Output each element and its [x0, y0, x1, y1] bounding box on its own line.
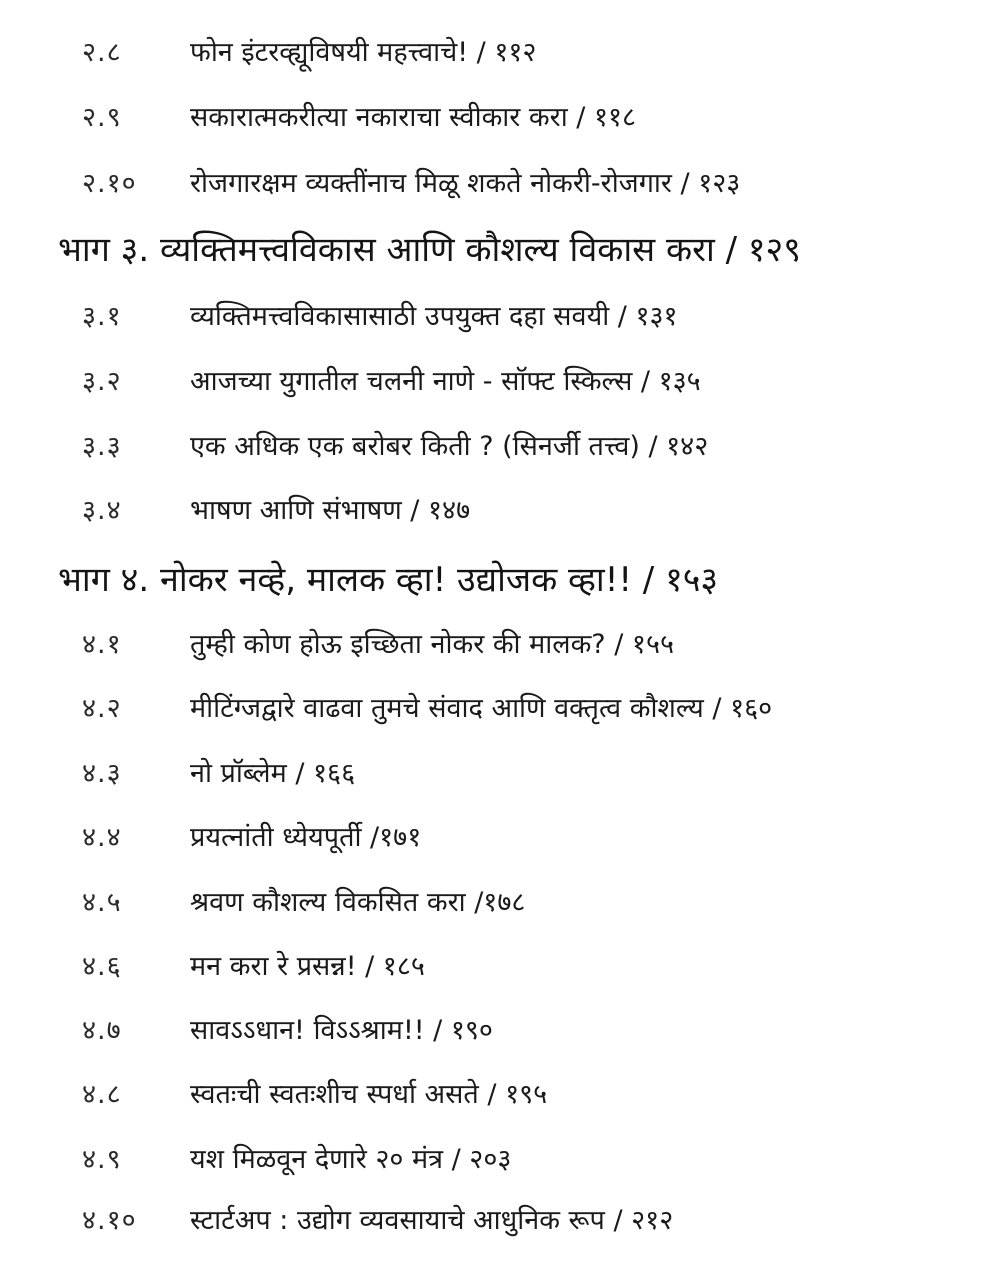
section-title: भाषण आणि संभाषण / १४७ [190, 495, 471, 526]
section-number: ४.४ [82, 822, 122, 853]
section-number: ४.९ [82, 1144, 122, 1175]
section-title: सकारात्मकरीत्या नकाराचा स्वीकार करा / ११८ [190, 102, 637, 133]
part-heading [0, 550, 1000, 610]
section-title: व्यक्तिमत्त्वविकासासाठी उपयुक्त दहा सवयी / १३१ [190, 301, 678, 332]
section-number: ४.७ [82, 1015, 122, 1046]
toc-entry [0, 1070, 1000, 1120]
section-number: ३.२ [82, 366, 122, 397]
toc-entry [0, 684, 1000, 734]
section-title: फोन इंटरव्ह्यूविषयी महत्त्वाचे! / ११२ [190, 37, 537, 68]
toc-entry [0, 357, 1000, 407]
section-title: आजच्या युगातील चलनी नाणे - सॉफ्ट स्किल्स / १३५ [190, 366, 701, 397]
part-heading-label: भाग ४. नोकर नव्हे, मालक व्हा! उद्योजक व्हा!! / १५३ [58, 560, 719, 600]
section-title: नो प्रॉब्लेम / १६६ [190, 758, 356, 789]
part-heading-label: भाग ३. व्यक्तिमत्त्वविकास आणि कौशल्य विकास करा / १२९ [58, 230, 801, 270]
toc-entry [0, 93, 1000, 143]
toc-entry [0, 1196, 1000, 1246]
toc-entry [0, 1135, 1000, 1185]
toc-entry [0, 1006, 1000, 1056]
toc-entry [0, 942, 1000, 992]
section-title: तुम्ही कोण होऊ इच्छिता नोकर की मालक? / १५५ [190, 629, 675, 660]
section-title: यश मिळवून देणारे २० मंत्र / २०३ [190, 1144, 512, 1175]
section-title: मीटिंग्जद्वारे वाढवा तुमचे संवाद आणि वक्तृत्व कौशल्य / १६० [190, 693, 773, 724]
toc-entry [0, 620, 1000, 670]
toc-entry [0, 813, 1000, 863]
section-number: २.८ [82, 37, 122, 68]
toc-entry [0, 878, 1000, 928]
section-number: ४.६ [82, 951, 122, 982]
toc-entry [0, 486, 1000, 536]
toc-entry [0, 28, 1000, 78]
section-number: २.९ [82, 102, 122, 133]
section-number: ४.३ [82, 758, 122, 789]
section-number: ४.१० [82, 1205, 137, 1236]
toc-entry [0, 749, 1000, 799]
section-number: ४.५ [82, 887, 122, 918]
section-title: प्रयत्नांती ध्येयपूर्ती /१७१ [190, 822, 422, 853]
section-title: मन करा रे प्रसन्न! / १८५ [190, 951, 425, 982]
section-number: ४.२ [82, 693, 122, 724]
section-title: स्टार्टअप : उद्योग व्यवसायाचे आधुनिक रूप / २१२ [190, 1205, 674, 1236]
section-number: ४.१ [82, 629, 122, 660]
section-number: २.१० [82, 168, 137, 199]
section-number: ३.१ [82, 301, 122, 332]
part-heading [0, 220, 1000, 280]
section-title: रोजगारक्षम व्यक्तींनाच मिळू शकते नोकरी-रोजगार / १२३ [190, 168, 741, 199]
section-title: एक अधिक एक बरोबर किती ? (सिनर्जी तत्त्व) / १४२ [190, 431, 709, 462]
toc-entry [0, 422, 1000, 472]
section-number: ३.४ [82, 495, 122, 526]
toc-entry [0, 292, 1000, 342]
section-title: स्वतःची स्वतःशीच स्पर्धा असते / १९५ [190, 1079, 548, 1110]
section-number: ३.३ [82, 431, 122, 462]
section-title: सावऽऽधान! विऽऽश्राम!! / १९० [190, 1015, 493, 1046]
section-title: श्रवण कौशल्य विकसित करा /१७८ [190, 887, 526, 918]
toc-entry [0, 159, 1000, 209]
section-number: ४.८ [82, 1079, 122, 1110]
